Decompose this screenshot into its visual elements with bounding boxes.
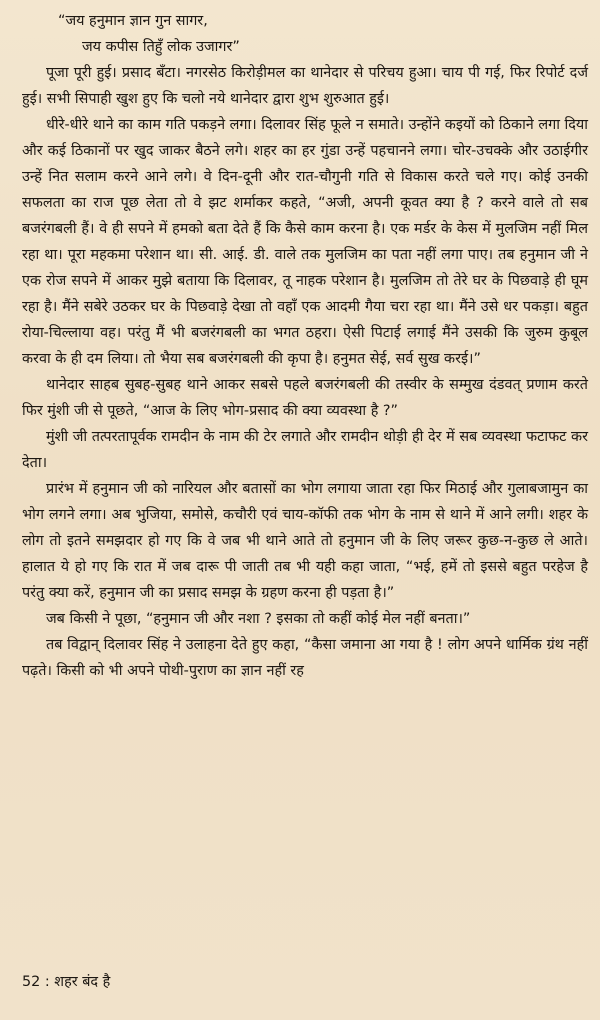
verse-line-2: जय कपीस तिहुँ लोक उजागर”: [82, 39, 240, 55]
paragraph-4: मुंशी जी तत्परतापूर्वक रामदीन के नाम की टेर लगाते और रामदीन थोड़ी ही देर में सब व्यवस्था फटाफट कर देता।: [22, 429, 588, 471]
page-footer: 52 : शहर बंद है: [22, 974, 111, 990]
page-body: [22, 8, 588, 684]
paragraph-1: पूजा पूरी हुई। प्रसाद बँटा। नगरसेठ किरोड़ीमल का थानेदार से परिचय हुआ। चाय पी गई, फिर रिपोर्ट दर्ज हुई। सभी सिपाही खुश हुए कि चलो नये थानेदार द्वारा शुभ शुरुआत हुई।: [22, 65, 588, 107]
paragraph-2: धीरे-धीरे थाने का काम गति पकड़ने लगा। दिलावर सिंह फूले न समाते। उन्होंने कइयों को ठिकाने लगा दिया और कई ठिकानों पर खुद जाकर बैठने लगे। शहर का हर गुंडा उन्हें पहचानने लगा। चोर-उचक्के और उठाईगीर उन्हें नित सलाम करने आने लगे। वे दिन-दूनी और रात-चौगुनी गति से विकास करते चले गए। कोई उनकी सफलता का राज पूछ लेता तो वे झट शर्माकर कहते, “अजी, अपनी कूवत क्या है ? करने वाले तो सब बजरंगबली हैं। वे ही सपने में हमको बता देते हैं कि कैसे काम करना है। एक मर्डर के केस में मुलजिम नहीं मिल रहा था। पूरा महकमा परेशान था। सी. आई. डी. वाले तक मुलजिम का पता नहीं लगा पाए। तब हनुमान जी ने एक रोज सपने में आकर मुझे बताया कि दिलावर, तू नाहक परेशान है। मुलजिम तो तेरे घर के पिछवाड़े ही घूम रहा है। मैंने सबेरे उठकर घर के पिछवाड़े देखा तो वहाँ एक आदमी गैया चरा रहा था। मैंने उसे धर पकड़ा। बहुत रोया-चिल्लाया वह। परंतु मैं भी बजरंगबली का भगत ठहरा। ऐसी पिटाई लगाई मैंने उसकी कि जुरुम कुबूल करवा के ही दम लिया। तो भैया सब बजरंगबली की कृपा है। हनुमत सेई, सर्व सुख करई।”: [22, 117, 588, 367]
paragraph-7: तब विद्वान् दिलावर सिंह ने उलाहना देते हुए कहा, “कैसा जमाना आ गया है ! लोग अपने धार्मिक ग्रंथ नहीं पढ़ते। किसी को भी अपने पोथी-पुराण का ज्ञान नहीं रह: [22, 637, 588, 679]
paragraph-5: प्रारंभ में हनुमान जी को नारियल और बतासों का भोग लगाया जाता रहा फिर मिठाई और गुलाबजामुन का भोग लगने लगा। अब भुजिया, समोसे, कचौरी एवं चाय-कॉफी तक भोग के नाम से थाने में आने लगी। शहर के लोग तो इतने समझदार हो गए कि वे जब भी थाने आते तो हनुमान जी के लिए जरूर कुछ-न-कुछ ले आते। हालात ये हो गए कि रात में जब दारू पी जाती तब भी यही कहा जाता, “भई, हमें तो इससे बहुत परहेज है परंतु क्या करें, हनुमान जी का प्रसाद समझ के ग्रहण करना ही पड़ता है।”: [22, 481, 588, 601]
paragraph-6: जब किसी ने पूछा, “हनुमान जी और नशा ? इसका तो कहीं कोई मेल नहीं बनता।”: [46, 611, 471, 627]
verse-line-1: “जय हनुमान ज्ञान गुन सागर,: [58, 13, 208, 29]
paragraph-3: थानेदार साहब सुबह-सुबह थाने आकर सबसे पहले बजरंगबली की तस्वीर के सम्मुख दंडवत् प्रणाम करते फिर मुंशी जी से पूछते, “आज के लिए भोग-प्रसाद की क्या व्यवस्था है ?”: [22, 377, 588, 419]
